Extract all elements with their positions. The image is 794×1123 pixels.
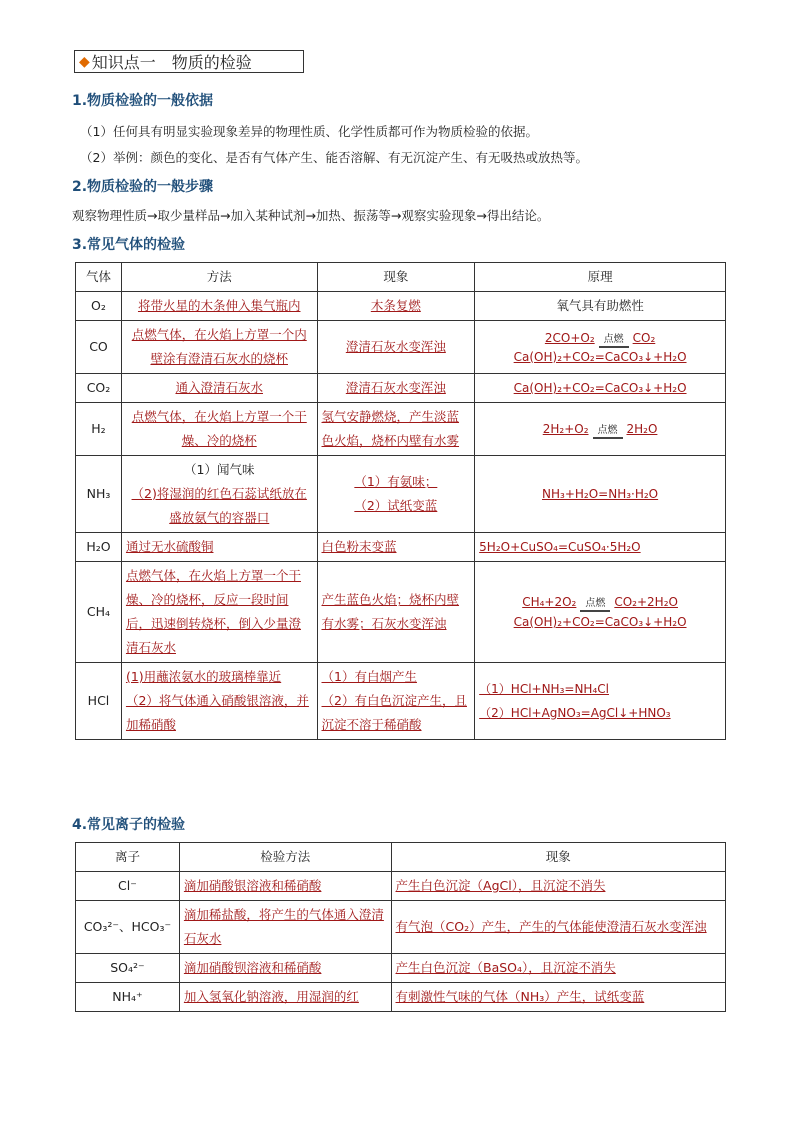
table-row (76, 533, 726, 562)
phenomenon-cell: 白色粉末变蓝 (317, 533, 475, 562)
principle-cell: NH₃+H₂O=NH₃·H₂O (475, 456, 726, 533)
ion-table (75, 842, 726, 1012)
header-cell: 现象 (317, 263, 475, 292)
header-cell: 现象 (391, 843, 725, 872)
phenomenon-cell: 产生蓝色火焰；烧杯内壁有水雾；石灰水变浑浊 (317, 562, 475, 663)
header-cell: 气体 (76, 263, 122, 292)
table-row (76, 872, 726, 901)
header-cell: 离子 (76, 843, 180, 872)
method-cell: 点燃气体，在火焰上方罩一个内壁涂有澄清石灰水的烧杯 (121, 321, 317, 374)
method-cell: （1）闻气味 （2)将湿润的红色石蕊试纸放在盛放氨气的容器口 (121, 456, 317, 533)
table-row (76, 983, 726, 1012)
section-title-box (74, 50, 304, 73)
principle-cell: 5H₂O+CuSO₄=CuSO₄·5H₂O (475, 533, 726, 562)
gas-cell: CO (76, 321, 122, 374)
gas-table (75, 262, 726, 740)
gas-cell: H₂O (76, 533, 122, 562)
ion-cell: Cl⁻ (76, 872, 180, 901)
principle-cell: （1）HCl+NH₃=NH₄Cl （2）HCl+AgNO₃=AgCl↓+HNO₃ (475, 663, 726, 740)
header-cell: 方法 (121, 263, 317, 292)
table-row (76, 321, 726, 374)
phenomenon-cell: （1）有白烟产生 （2）有白色沉淀产生，且沉淀不溶于稀硝酸 (317, 663, 475, 740)
table-row (76, 663, 726, 740)
heading-1: 1.物质检验的一般依据 (72, 93, 214, 109)
gas-cell: O₂ (76, 292, 122, 321)
principle-cell: 2H₂+O₂ 点燃 2H₂O (475, 403, 726, 456)
heading-3: 3.常见气体的检验 (72, 237, 186, 253)
method-cell: 滴加稀盐酸，将产生的气体通入澄清石灰水 (179, 901, 391, 954)
method-cell: 滴加硝酸银溶液和稀硝酸 (179, 872, 391, 901)
method-cell: 通过无水硫酸铜 (121, 533, 317, 562)
principle-cell: 2CO+O₂ 点燃 CO₂ Ca(OH)₂+CO₂=CaCO₃↓+H₂O (475, 321, 726, 374)
gas-cell: CH₄ (76, 562, 122, 663)
table-row (76, 562, 726, 663)
phenomenon-cell: 有气泡（CO₂）产生，产生的气体能使澄清石灰水变浑浊 (391, 901, 725, 954)
table-header-row (76, 263, 726, 292)
principle-cell: 氧气具有助燃性 (475, 292, 726, 321)
ion-cell: NH₄⁺ (76, 983, 180, 1012)
para-1-2: （2）举例：颜色的变化、是否有气体产生、能否溶解、有无沉淀产生、有无吸热或放热等。 (80, 150, 588, 165)
ion-cell: CO₃²⁻、HCO₃⁻ (76, 901, 180, 954)
table-row (76, 456, 726, 533)
method-cell: 滴加硝酸钡溶液和稀硝酸 (179, 954, 391, 983)
phenomenon-cell: （1）有氨味； （2）试纸变蓝 (317, 456, 475, 533)
method-cell: 将带火星的木条伸入集气瓶内 (121, 292, 317, 321)
gas-cell: H₂ (76, 403, 122, 456)
table-row (76, 403, 726, 456)
header-cell: 检验方法 (179, 843, 391, 872)
gas-cell: CO₂ (76, 374, 122, 403)
method-cell: 点燃气体，在火焰上方罩一个干燥、冷的烧杯 (121, 403, 317, 456)
phenomenon-cell: 氢气安静燃烧，产生淡蓝色火焰，烧杯内壁有水雾 (317, 403, 475, 456)
principle-cell: Ca(OH)₂+CO₂=CaCO₃↓+H₂O (475, 374, 726, 403)
para-2-1: 观察物理性质→取少量样品→加入某种试剂→加热、振荡等→观察实验现象→得出结论。 (72, 208, 550, 223)
method-cell: 通入澄清石灰水 (121, 374, 317, 403)
method-cell: (1)用蘸浓氨水的玻璃棒靠近 （2）将气体通入硝酸银溶液，并加稀硝酸 (121, 663, 317, 740)
heading-4: 4.常见离子的检验 (72, 817, 186, 833)
principle-cell: CH₄+2O₂ 点燃 CO₂+2H₂O Ca(OH)₂+CO₂=CaCO₃↓+H₂O (475, 562, 726, 663)
table-row (76, 901, 726, 954)
phenomenon-cell: 澄清石灰水变浑浊 (317, 321, 475, 374)
phenomenon-cell: 木条复燃 (317, 292, 475, 321)
table-row (76, 292, 726, 321)
phenomenon-cell: 澄清石灰水变浑浊 (317, 374, 475, 403)
table-row (76, 954, 726, 983)
header-cell: 原理 (475, 263, 726, 292)
gas-cell: NH₃ (76, 456, 122, 533)
heading-2: 2.物质检验的一般步骤 (72, 179, 214, 195)
gas-cell: HCl (76, 663, 122, 740)
phenomenon-cell: 产生白色沉淀（AgCl），且沉淀不消失 (391, 872, 725, 901)
para-1-1: （1）任何具有明显实验现象差异的物理性质、化学性质都可作为物质检验的依据。 (80, 124, 538, 139)
method-cell: 加入氢氧化钠溶液，用湿润的红 (179, 983, 391, 1012)
table-row (76, 374, 726, 403)
phenomenon-cell: 有刺激性气味的气体（NH₃）产生，试纸变蓝 (391, 983, 725, 1012)
method-cell: 点燃气体，在火焰上方罩一个干燥、冷的烧杯，反应一段时间后，迅速倒转烧杯，倒入少量澄清石灰水 (121, 562, 317, 663)
table-header-row (76, 843, 726, 872)
page-title: 知识点一 物质的检验 (91, 53, 252, 72)
diamond-icon: ◆ (79, 53, 90, 70)
ion-cell: SO₄²⁻ (76, 954, 180, 983)
phenomenon-cell: 产生白色沉淀（BaSO₄），且沉淀不消失 (391, 954, 725, 983)
